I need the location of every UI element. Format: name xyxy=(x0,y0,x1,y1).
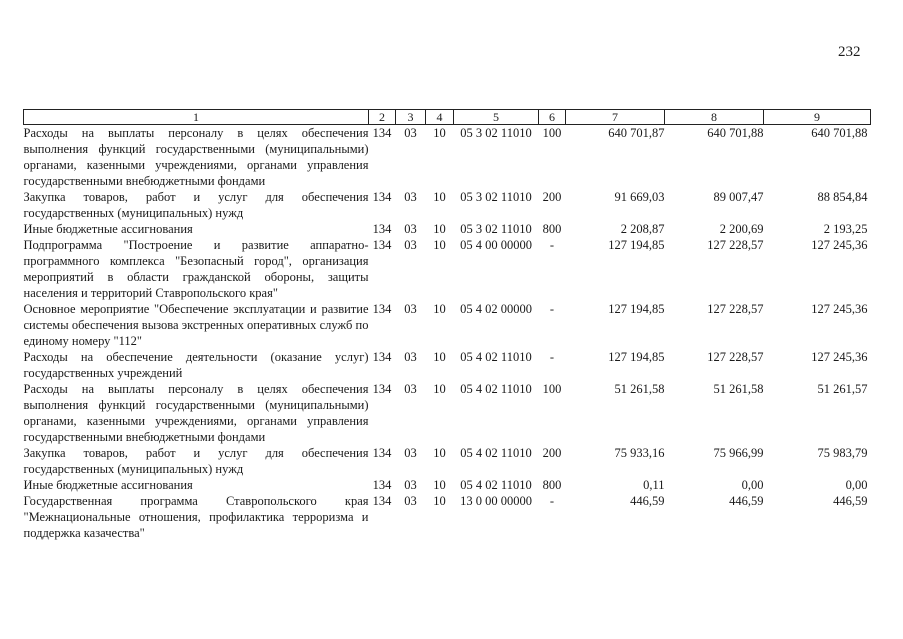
ministry-code: 134 xyxy=(372,190,392,204)
section-code: 03 xyxy=(404,478,417,492)
amount-col-8: 75 966,99 xyxy=(713,446,764,460)
column-header: 7 xyxy=(566,110,665,125)
ministry-code: 134 xyxy=(372,302,392,316)
subsection-code: 10 xyxy=(433,350,446,364)
amount-col-8: 127 228,57 xyxy=(707,302,764,316)
amount-col-7: 2 208,87 xyxy=(620,222,665,236)
section-code: 03 xyxy=(404,382,417,396)
column-header: 8 xyxy=(665,110,764,125)
expense-type-code: - xyxy=(549,350,555,364)
section-code: 03 xyxy=(404,238,417,252)
row-name: Иные бюджетные ассигнования xyxy=(23,478,193,492)
amount-col-9: 88 854,84 xyxy=(817,190,868,204)
amount-col-7: 0,11 xyxy=(643,478,665,492)
section-code: 03 xyxy=(404,446,417,460)
amount-col-8: 51 261,58 xyxy=(713,382,764,396)
target-article-code: 05 4 02 00000 xyxy=(460,302,532,316)
table-row xyxy=(24,349,871,381)
table-row xyxy=(24,221,871,237)
amount-col-8: 127 228,57 xyxy=(707,238,764,252)
amount-col-9: 75 983,79 xyxy=(817,446,868,460)
amount-col-7: 75 933,16 xyxy=(614,446,665,460)
row-name: Государственная программа Ставропольского края "Межнациональные отношения, профилактика терроризма и поддержка казачества" xyxy=(23,494,369,540)
section-code: 03 xyxy=(404,494,417,508)
amount-col-8: 640 701,88 xyxy=(707,126,764,140)
section-code: 03 xyxy=(404,126,417,140)
row-name: Подпрограмма "Построение и развитие аппаратно-программного комплекса "Безопасный город", организация мероприятий в области гражданской обороны, защиты населения и территорий Ставропольского края" xyxy=(23,238,369,300)
amount-col-7: 446,59 xyxy=(630,494,665,508)
ministry-code: 134 xyxy=(372,238,392,252)
ministry-code: 134 xyxy=(372,382,392,396)
section-code: 03 xyxy=(404,302,417,316)
subsection-code: 10 xyxy=(433,302,446,316)
budget-table xyxy=(23,109,871,541)
amount-col-9: 127 245,36 xyxy=(811,238,868,252)
row-name: Иные бюджетные ассигнования xyxy=(23,222,193,236)
subsection-code: 10 xyxy=(433,478,446,492)
expense-type-code: 800 xyxy=(542,222,562,236)
expense-type-code: 100 xyxy=(542,126,562,140)
table-row xyxy=(24,477,871,493)
section-code: 03 xyxy=(404,190,417,204)
expense-type-code: 100 xyxy=(542,382,562,396)
column-header: 3 xyxy=(396,110,426,125)
amount-col-9: 640 701,88 xyxy=(811,126,868,140)
target-article-code: 05 4 02 11010 xyxy=(460,446,532,460)
subsection-code: 10 xyxy=(433,494,446,508)
ministry-code: 134 xyxy=(372,478,392,492)
amount-col-9: 0,00 xyxy=(845,478,868,492)
subsection-code: 10 xyxy=(433,446,446,460)
ministry-code: 134 xyxy=(372,446,392,460)
target-article-code: 05 3 02 11010 xyxy=(460,190,532,204)
amount-col-9: 127 245,36 xyxy=(811,302,868,316)
row-name: Закупка товаров, работ и услуг для обеспечения государственных (муниципальных) нужд xyxy=(23,446,369,476)
section-code: 03 xyxy=(404,350,417,364)
table-row xyxy=(24,125,871,190)
target-article-code: 05 4 02 11010 xyxy=(460,382,532,396)
amount-col-8: 127 228,57 xyxy=(707,350,764,364)
amount-col-7: 127 194,85 xyxy=(608,350,665,364)
section-code: 03 xyxy=(404,222,417,236)
table-row xyxy=(24,301,871,349)
ministry-code: 134 xyxy=(372,350,392,364)
column-header: 4 xyxy=(426,110,454,125)
amount-col-8: 446,59 xyxy=(729,494,764,508)
subsection-code: 10 xyxy=(433,238,446,252)
expense-type-code: 200 xyxy=(542,446,562,460)
row-name: Закупка товаров, работ и услуг для обеспечения государственных (муниципальных) нужд xyxy=(23,190,369,220)
target-article-code: 05 3 02 11010 xyxy=(460,126,532,140)
row-name: Расходы на обеспечение деятельности (оказание услуг) государственных учреждений xyxy=(23,350,369,380)
table-row xyxy=(24,189,871,221)
ministry-code: 134 xyxy=(372,494,392,508)
amount-col-8: 2 200,69 xyxy=(719,222,764,236)
amount-col-9: 51 261,57 xyxy=(817,382,868,396)
expense-type-code: - xyxy=(549,302,555,316)
amount-col-7: 127 194,85 xyxy=(608,238,665,252)
row-name: Основное мероприятие "Обеспечение эксплуатации и развитие системы обеспечения вызова экстренных оперативных служб по единому номеру "112" xyxy=(23,302,369,348)
target-article-code: 05 4 02 11010 xyxy=(460,478,532,492)
table-row xyxy=(24,381,871,445)
amount-col-8: 0,00 xyxy=(741,478,764,492)
subsection-code: 10 xyxy=(433,382,446,396)
header-row xyxy=(24,110,871,125)
table-row xyxy=(24,237,871,301)
amount-col-7: 127 194,85 xyxy=(608,302,665,316)
expense-type-code: 200 xyxy=(542,190,562,204)
expense-type-code: 800 xyxy=(542,478,562,492)
row-name: Расходы на выплаты персоналу в целях обеспечения выполнения функций государственными (муниципальными) органами, казенными учреждениями, органами управления государственными внебюджетными фондами xyxy=(23,126,369,188)
column-header: 2 xyxy=(369,110,396,125)
subsection-code: 10 xyxy=(433,126,446,140)
amount-col-8: 89 007,47 xyxy=(713,190,764,204)
expense-type-code: - xyxy=(549,494,555,508)
amount-col-7: 51 261,58 xyxy=(614,382,665,396)
target-article-code: 05 4 02 11010 xyxy=(460,350,532,364)
amount-col-7: 640 701,87 xyxy=(608,126,665,140)
ministry-code: 134 xyxy=(372,126,392,140)
amount-col-9: 446,59 xyxy=(833,494,868,508)
ministry-code: 134 xyxy=(372,222,392,236)
amount-col-9: 2 193,25 xyxy=(823,222,868,236)
expense-type-code: - xyxy=(549,238,555,252)
row-name: Расходы на выплаты персоналу в целях обеспечения выполнения функций государственными (муниципальными) органами, казенными учреждениями, органами управления государственными внебюджетными фондами xyxy=(23,382,369,444)
page-number: 232 xyxy=(838,44,861,60)
amount-col-7: 91 669,03 xyxy=(614,190,665,204)
column-header: 9 xyxy=(764,110,871,125)
subsection-code: 10 xyxy=(433,222,446,236)
subsection-code: 10 xyxy=(433,190,446,204)
column-header: 6 xyxy=(539,110,566,125)
table-row xyxy=(24,445,871,477)
table-row xyxy=(24,493,871,541)
target-article-code: 05 3 02 11010 xyxy=(460,222,532,236)
column-header: 1 xyxy=(24,110,369,125)
column-header: 5 xyxy=(454,110,539,125)
target-article-code: 05 4 00 00000 xyxy=(460,238,532,252)
target-article-code: 13 0 00 00000 xyxy=(460,494,532,508)
amount-col-9: 127 245,36 xyxy=(811,350,868,364)
